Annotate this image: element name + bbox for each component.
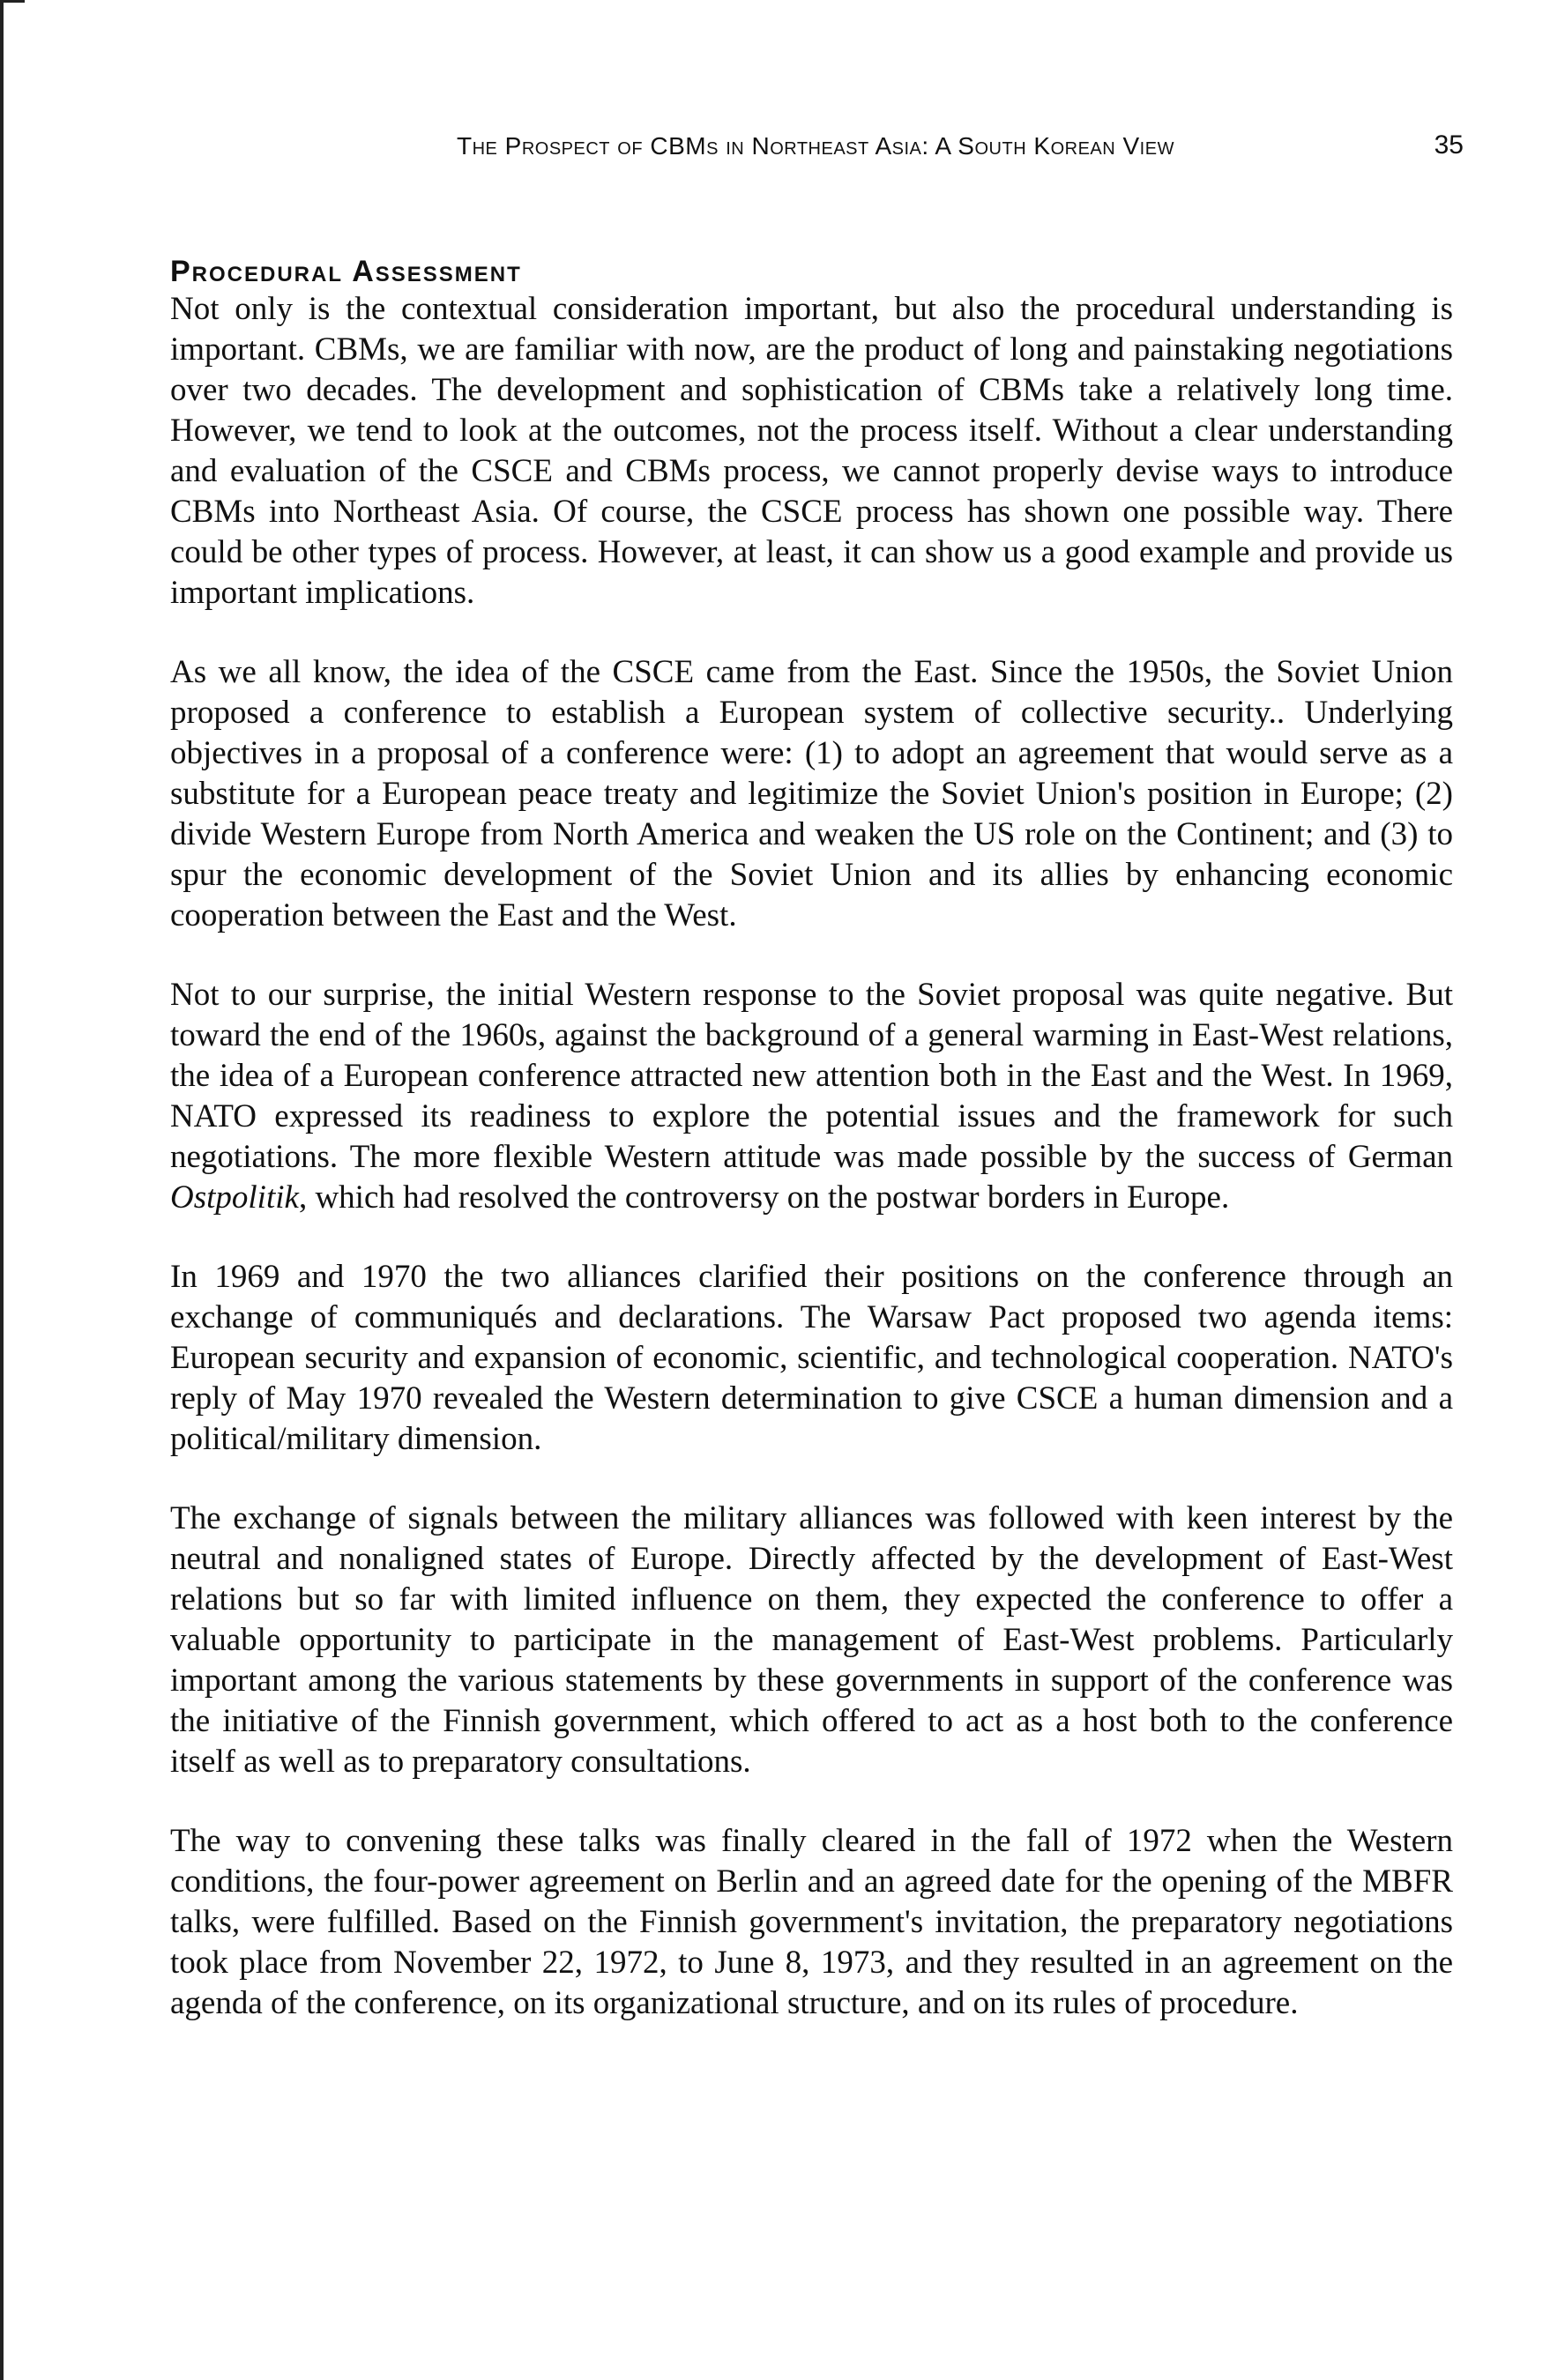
paragraph-3-italic-term: Ostpolitik xyxy=(170,1179,299,1216)
paragraph-2: As we all know, the idea of the CSCE came from the East. Since the 1950s, the Soviet Union proposed a conference to establish a European system of collective security.. Underlying objectives in a proposal of a conference were: (1) to adopt an agreement that would serve as a substitute for a European peace treaty and legitimize the Soviet Union's position in Europe; (2) divide Western Europe from North America and weaken the US role on the Continent; and (3) to spur the economic development of the Soviet Union and its allies by enhancing economic cooperation between the East and the West. xyxy=(170,654,1453,933)
paragraph-4: In 1969 and 1970 the two alliances clarified their positions on the conference through an exchange of communiqués and declarations. The Warsaw Pact proposed two agenda items: European security and expansion of economic, scientific, and technological cooperation. NATO's reply of May 1970 revealed the Western determination to give CSCE a human dimension and a political/military dimension. xyxy=(170,1259,1453,1457)
paragraph-3-text-after: , which had resolved the controversy on the postwar borders in Europe. xyxy=(298,1179,1230,1216)
page-number: 35 xyxy=(1434,130,1464,160)
paragraph-1: Not only is the contextual consideration important, but also the procedural understanding is important. CBMs, we are familiar with now, are the product of long and painstaking negotiations over two decades. The development and sophistication of CBMs take a relatively long time. However, we tend to look at the outcomes, not the process itself. Without a clear understanding and evaluation of the CSCE and CBMs process, we cannot properly devise ways to introduce CBMs into Northeast Asia. Of course, the CSCE process has shown one possible way. There could be other types of process. However, at least, it can show us a good example and provide us important implications. xyxy=(170,291,1453,611)
page-body xyxy=(170,254,1453,2024)
scan-corner-mark xyxy=(0,0,25,3)
scan-binding-edge xyxy=(0,0,4,2380)
paragraph-5: The exchange of signals between the military alliances was followed with keen interest by the neutral and nonaligned states of Europe. Directly affected by the development of East-West relations but so far with limited influence on them, they expected the conference to offer a valuable opportunity to participate in the management of East-West problems. Particularly important among the various statements by these governments in support of the conference was the initiative of the Finnish government, which offered to act as a host both to the conference itself as well as to preparatory consultations. xyxy=(170,1500,1453,1780)
paragraph-3-text-before: Not to our surprise, the initial Western response to the Soviet proposal was quite negative. But toward the end of the 1960s, against the background of a general warming in East-West relations, the idea of a European conference attracted new attention both in the East and the West. In 1969, NATO expressed its readiness to explore the potential issues and the framework for such negotiations. The more flexible Western attitude was made possible by the success of German xyxy=(170,977,1453,1175)
section-heading: Procedural Assessment xyxy=(170,255,522,288)
paragraph-6: The way to convening these talks was finally cleared in the fall of 1972 when the Western conditions, the four-power agreement on Berlin and an agreed date for the opening of the MBFR talks, were fulfilled. Based on the Finnish government's invitation, the preparatory negotiations took place from November 22, 1972, to June 8, 1973, and they resulted in an agreement on the agenda of the conference, on its organizational structure, and on its rules of procedure. xyxy=(170,1823,1453,2021)
paragraph-3 xyxy=(170,975,1453,1218)
running-header-title: The Prospect of CBMs in Northeast Asia: A South Korean View xyxy=(457,132,1174,160)
